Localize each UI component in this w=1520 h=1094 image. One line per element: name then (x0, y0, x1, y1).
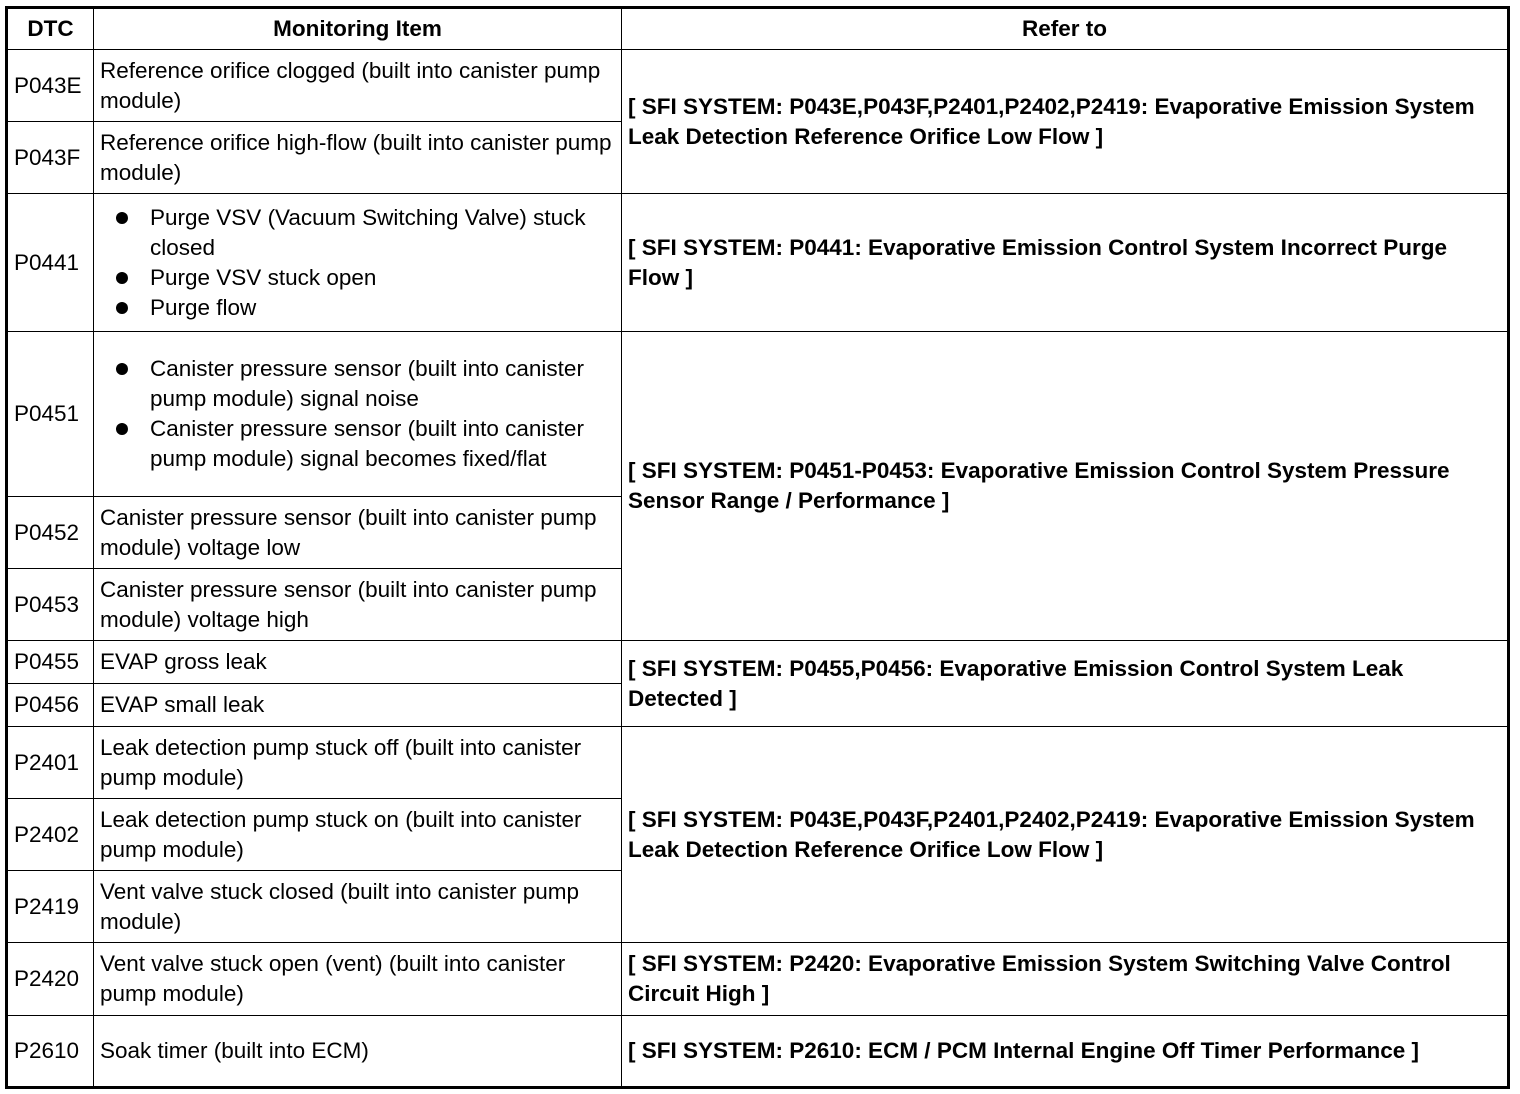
bullet-list (100, 203, 615, 323)
refer-link[interactable]: [ SFI SYSTEM: P2420: Evaporative Emission System Switching Valve Control Circuit High ] (622, 943, 1509, 1016)
dtc-code: P0441 (7, 194, 94, 332)
refer-link[interactable]: [ SFI SYSTEM: P0451-P0453: Evaporative Emission Control System Pressure Sensor Range / Performance ] (622, 332, 1509, 641)
dtc-code: P0452 (7, 497, 94, 569)
table-row (7, 50, 1509, 122)
dtc-code: P043E (7, 50, 94, 122)
refer-link[interactable]: [ SFI SYSTEM: P043E,P043F,P2401,P2402,P2419: Evaporative Emission System Leak Detection Reference Orifice Low Flow ] (622, 727, 1509, 943)
dtc-code: P0456 (7, 684, 94, 727)
bullet-item: Purge VSV (Vacuum Switching Valve) stuck closed (100, 203, 615, 263)
dtc-table (5, 6, 1510, 1089)
bullet-item: Purge VSV stuck open (100, 263, 615, 293)
table-row (7, 1016, 1509, 1088)
dtc-code: P043F (7, 122, 94, 194)
refer-link[interactable]: [ SFI SYSTEM: P0455,P0456: Evaporative Emission Control System Leak Detected ] (622, 641, 1509, 727)
header-row (7, 8, 1509, 50)
dtc-code: P2419 (7, 871, 94, 943)
dtc-code: P2420 (7, 943, 94, 1016)
monitoring-item (94, 332, 622, 497)
bullet-item: Purge flow (100, 293, 615, 323)
monitoring-item: Canister pressure sensor (built into canister pump module) voltage high (94, 569, 622, 641)
bullet-item: Canister pressure sensor (built into canister pump module) signal noise (100, 354, 615, 414)
monitoring-item: Reference orifice high-flow (built into canister pump module) (94, 122, 622, 194)
dtc-code: P0453 (7, 569, 94, 641)
monitoring-item: EVAP small leak (94, 684, 622, 727)
monitoring-item (94, 194, 622, 332)
monitoring-item: Canister pressure sensor (built into canister pump module) voltage low (94, 497, 622, 569)
monitoring-item: Leak detection pump stuck on (built into canister pump module) (94, 799, 622, 871)
refer-link[interactable]: [ SFI SYSTEM: P2610: ECM / PCM Internal Engine Off Timer Performance ] (622, 1016, 1509, 1088)
table-row (7, 194, 1509, 332)
table-row (7, 641, 1509, 684)
dtc-code: P0451 (7, 332, 94, 497)
dtc-code: P2401 (7, 727, 94, 799)
table-row (7, 943, 1509, 1016)
header-dtc: DTC (7, 8, 94, 50)
monitoring-item: Soak timer (built into ECM) (94, 1016, 622, 1088)
dtc-code: P0455 (7, 641, 94, 684)
bullet-item: Canister pressure sensor (built into canister pump module) signal becomes fixed/flat (100, 414, 615, 474)
monitoring-item: Vent valve stuck open (vent) (built into canister pump module) (94, 943, 622, 1016)
monitoring-item: EVAP gross leak (94, 641, 622, 684)
header-monitoring-item: Monitoring Item (94, 8, 622, 50)
table-row (7, 727, 1509, 799)
bullet-list (100, 354, 615, 474)
table-row (7, 332, 1509, 497)
monitoring-item: Vent valve stuck closed (built into canister pump module) (94, 871, 622, 943)
dtc-code: P2402 (7, 799, 94, 871)
monitoring-item: Leak detection pump stuck off (built into canister pump module) (94, 727, 622, 799)
refer-link[interactable]: [ SFI SYSTEM: P043E,P043F,P2401,P2402,P2419: Evaporative Emission System Leak Detection Reference Orifice Low Flow ] (622, 50, 1509, 194)
refer-link[interactable]: [ SFI SYSTEM: P0441: Evaporative Emission Control System Incorrect Purge Flow ] (622, 194, 1509, 332)
dtc-code: P2610 (7, 1016, 94, 1088)
header-refer-to: Refer to (622, 8, 1509, 50)
monitoring-item: Reference orifice clogged (built into canister pump module) (94, 50, 622, 122)
